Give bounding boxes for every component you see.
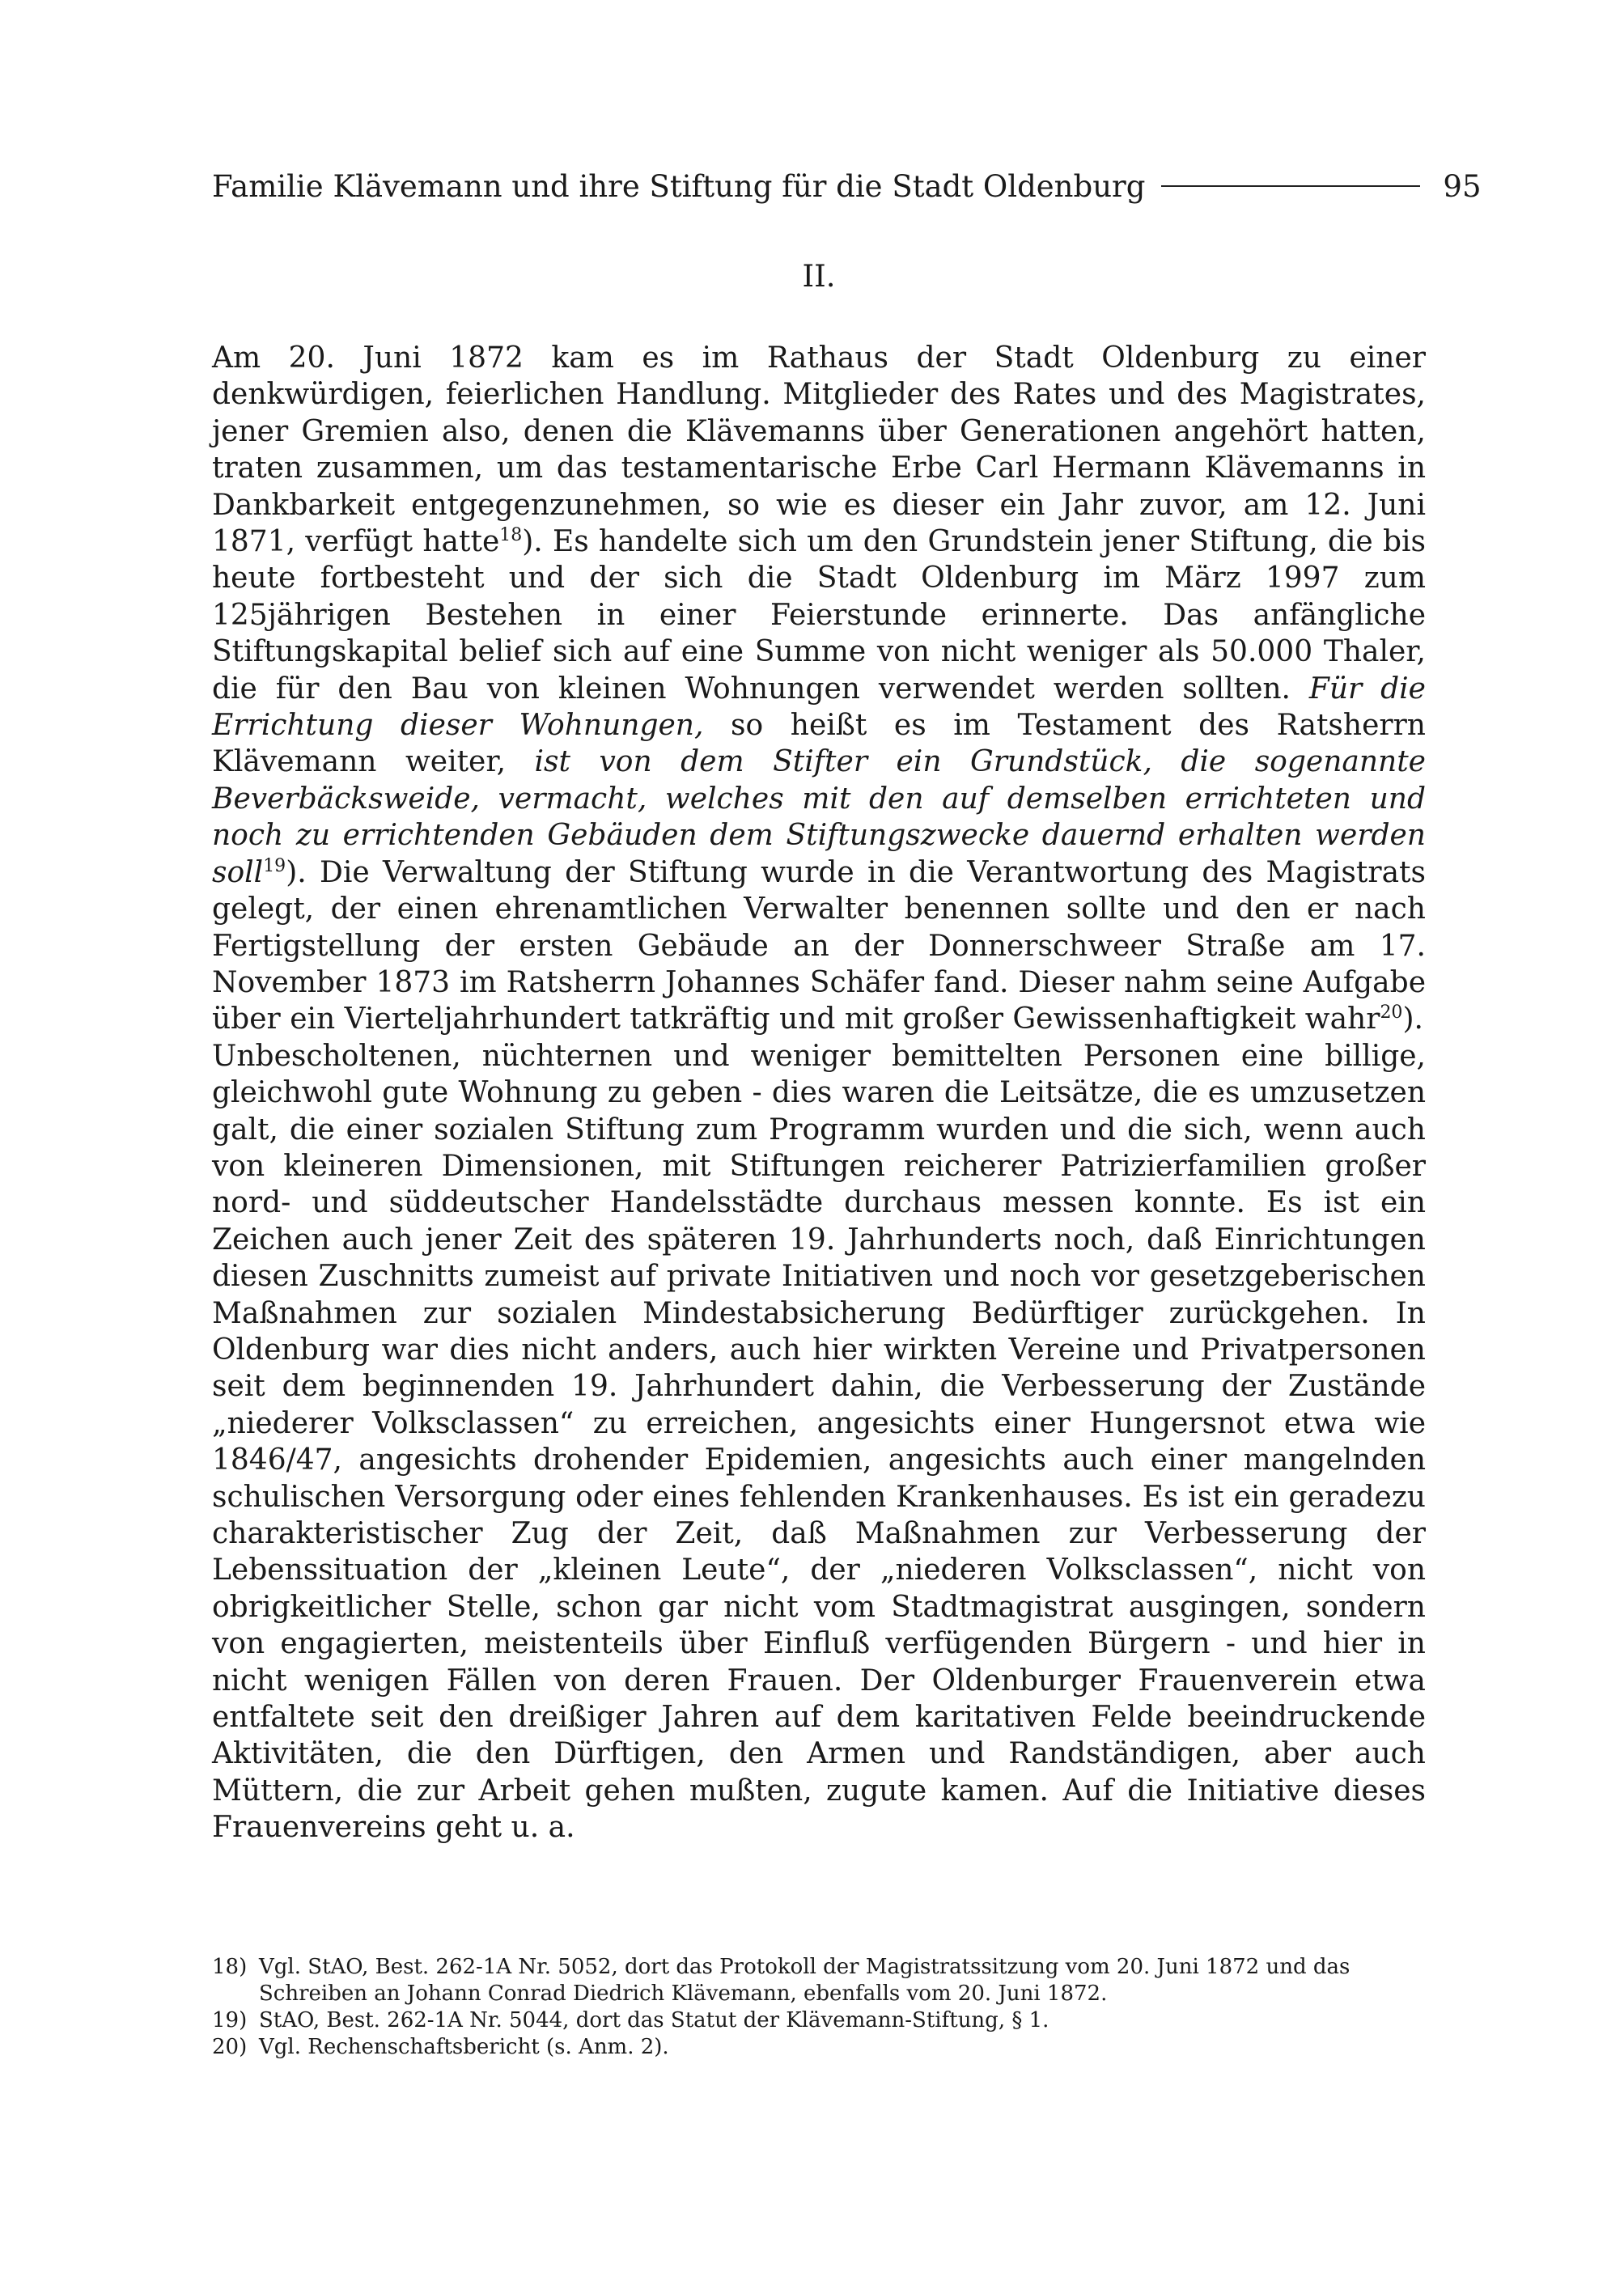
footnote-text: Vgl. StAO, Best. 262-1A Nr. 5052, dort das Protokoll der Magistratssitzung vom 20. Juni 1872 und das Schreiben an Johann Conrad Diedrich Klävemann, ebenfalls vom 20. Juni 1872. bbox=[259, 1955, 1351, 2006]
footnote-text: StAO, Best. 262-1A Nr. 5044, dort das Statut der Klävemann-Stiftung, § 1. bbox=[259, 2008, 1049, 2032]
text-run: Unbescholtenen, nüchternen und weniger bemittelten Personen eine billige, gleichwohl gute Wohnung zu geben - dies waren die Leitsätze, die es umzusetzen galt, die einer sozialen Stiftung zum Programm wurden und die sich, wenn auch von kleineren Dimensionen, mit Stiftungen reicherer Patrizierfamilien großer nord- und süddeutscher Handelsstädte durchaus messen konnte. Es ist ein Zeichen auch jener Zeit des späteren 19. Jahrhunderts noch, daß Einrichtungen diesen Zuschnitts zumeist auf private Initiativen und noch vor gesetzgeberischen Maßnahmen zur sozialen Mindestabsicherung Bedürftiger zurückgehen. In Oldenburg war dies nicht anders, auch hier wirkten Vereine und Privatpersonen seit dem beginnenden 19. Jahrhundert dahin, die Verbesserung der Zustände „niederer Volksclassen“ zu erreichen, angesichts einer Hungersnot etwa wie 1846/47, angesichts drohender Epidemien, angesichts auch einer mangelnden schulischen Versorgung oder eines fehlenden Krankenhauses. Es ist ein geradezu charakteristischer Zug der Zeit, daß Maßnahmen zur Verbesserung der Lebenssituation der „kleinen Leute“, der „niederen Volksclassen“, nicht von obrigkeitlicher Stelle, schon gar nicht vom Stadtmagistrat ausgingen, sondern von engagierten, meistenteils über Einfluß verfügenden Bürgern - und hier in nicht wenigen Fällen von deren Frauen. Der Oldenburger Frauenverein etwa entfaltete seit den dreißiger Jahren auf dem karitativen Felde beeindruckende Aktivitäten, die den Dürftigen, den Armen und Randständigen, aber auch Müttern, die zur Arbeit gehen mußten, zugute kamen. Auf die Initiative dieses Frauenvereins geht u. a. bbox=[212, 1039, 1426, 1845]
paragraph bbox=[212, 1038, 1426, 1846]
italic-text: ist von dem Stifter ein Grundstück, die sogenannte Beverbäcksweide, vermacht, welches mit den auf demselben errichteten und noch zu errichtenden Gebäuden dem Stiftungszwecke dauernd erhalten werden soll bbox=[212, 745, 1426, 889]
text-run: ). Es handelte sich um den Grundstein jener Stiftung, die bis heute fortbesteht und der sich die Stadt Oldenburg im März 1997 zum 125jährigen Bestehen in einer Feierstunde erinnerte. Das anfängliche Stiftungskapital belief sich auf eine Summe von nicht weniger als 50.000 Thaler, die für den Bau von kleinen Wohnungen verwendet werden sollten. bbox=[212, 525, 1426, 706]
text-run: Am 20. Juni 1872 kam es im Rathaus der Stadt Oldenburg zu einer denkwürdigen, feierlichen Handlung. Mitglieder des Rates und des Magistrates, jener Gremien also, denen die Klävemanns über Generationen angehört hatten, traten zusammen, um das testamentarische Erbe Carl Hermann Klävemanns in Dankbarkeit entgegenzunehmen, so wie es dieser ein Jahr zuvor, am 12. Juni 1871, verfügt hatte bbox=[212, 341, 1426, 559]
section-heading: II. bbox=[802, 259, 836, 294]
footnote bbox=[212, 2034, 1426, 2061]
italic-text: Für die Errichtung dieser Wohnungen, bbox=[212, 672, 1426, 743]
footnote-text: Vgl. Rechenschaftsbericht (s. Anm. 2). bbox=[259, 2035, 669, 2059]
running-title: Familie Klävemann und ihre Stiftung für die Stadt Oldenburg bbox=[212, 168, 1146, 204]
footnote-ref: 19 bbox=[263, 855, 286, 876]
text-run: ). Die Verwaltung der Stiftung wurde in die Verantwortung des Magistrats gelegt, der einen ehrenamtlichen Verwalter benennen sollte und den er nach Fertigstellung der ersten Gebäude an der Donnerschweer Straße am 17. November 1873 im Ratsherrn Johannes Schäfer fand. Dieser nahm seine Aufgabe über ein Vierteljahrhundert tatkräftig und mit großer Gewissenhaftigkeit wahr bbox=[212, 855, 1426, 1036]
footnote-ref: 20 bbox=[1380, 1002, 1403, 1024]
footnote bbox=[212, 2007, 1426, 2034]
footnotes bbox=[212, 1954, 1426, 2061]
running-header bbox=[212, 162, 1482, 210]
paragraph bbox=[212, 340, 1426, 1038]
text-run: so heißt es im Testament des Ratsherrn Klävemann weiter, bbox=[212, 709, 1426, 779]
footnote-number: 19) bbox=[212, 2008, 248, 2032]
footnote bbox=[212, 1954, 1426, 2007]
footnote-number: 18) bbox=[212, 1955, 248, 1979]
text-run: ). bbox=[1402, 1002, 1423, 1036]
footnote-ref: 18 bbox=[499, 525, 523, 546]
header-rule bbox=[1161, 185, 1420, 187]
footnote-number: 20) bbox=[212, 2035, 248, 2059]
page-number: 95 bbox=[1443, 168, 1482, 204]
body-text bbox=[212, 340, 1426, 1846]
